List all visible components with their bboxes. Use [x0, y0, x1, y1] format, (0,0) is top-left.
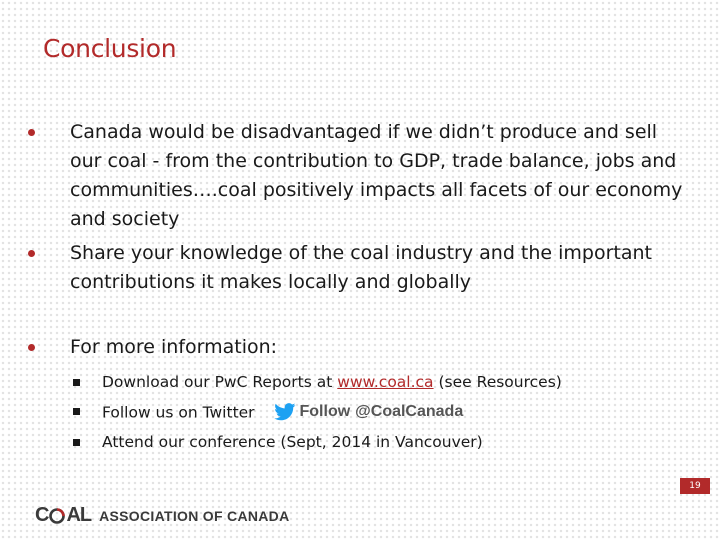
coal-website-link[interactable]: www.coal.ca	[337, 373, 434, 391]
sub-bullet-reports	[70, 368, 688, 397]
logo-association-text: ASSOCIATION OF CANADA	[99, 507, 290, 524]
logo-letters-al: AL	[66, 504, 92, 526]
bullet-text: For more information:	[70, 336, 278, 358]
square-bullet-icon	[73, 439, 80, 446]
slide-content	[28, 118, 688, 457]
logo-o-mark-icon	[49, 508, 65, 524]
bullet-item	[28, 118, 688, 234]
bullet-text: Share your knowledge of the coal industry and the important contributions it makes locally and globally	[70, 242, 653, 293]
twitter-follow-label: Follow	[299, 403, 351, 420]
reports-text: Download our PwC Reports at	[102, 373, 333, 391]
logo-letter-c: C	[35, 504, 49, 526]
bullet-dot-icon	[28, 250, 35, 257]
bullet-item	[28, 239, 688, 297]
twitter-bird-icon	[274, 403, 296, 421]
reports-suffix: (see Resources)	[438, 373, 562, 391]
square-bullet-icon	[73, 408, 80, 415]
bullet-text: Canada would be disadvantaged if we didn’t produce and sell our coal - from the contribution to GDP, trade balance, jobs and communities….coal positively impacts all facets of our economy and society	[70, 121, 683, 230]
conference-text: Attend our conference (Sept, 2014 in Vancouver)	[102, 432, 483, 451]
coal-association-logo	[35, 504, 290, 527]
page-number: 19	[680, 478, 710, 494]
sub-bullet-twitter	[70, 397, 688, 428]
slide-title: Conclusion	[43, 34, 177, 63]
bullet-item	[28, 333, 688, 362]
twitter-follow-badge[interactable]	[274, 397, 464, 426]
twitter-text: Follow us on Twitter	[102, 403, 255, 422]
sub-bullet-list	[28, 368, 688, 457]
square-bullet-icon	[73, 379, 80, 386]
bullet-dot-icon	[28, 344, 35, 351]
twitter-handle: @CoalCanada	[355, 403, 464, 420]
bullet-dot-icon	[28, 129, 35, 136]
sub-bullet-conference	[70, 428, 688, 457]
